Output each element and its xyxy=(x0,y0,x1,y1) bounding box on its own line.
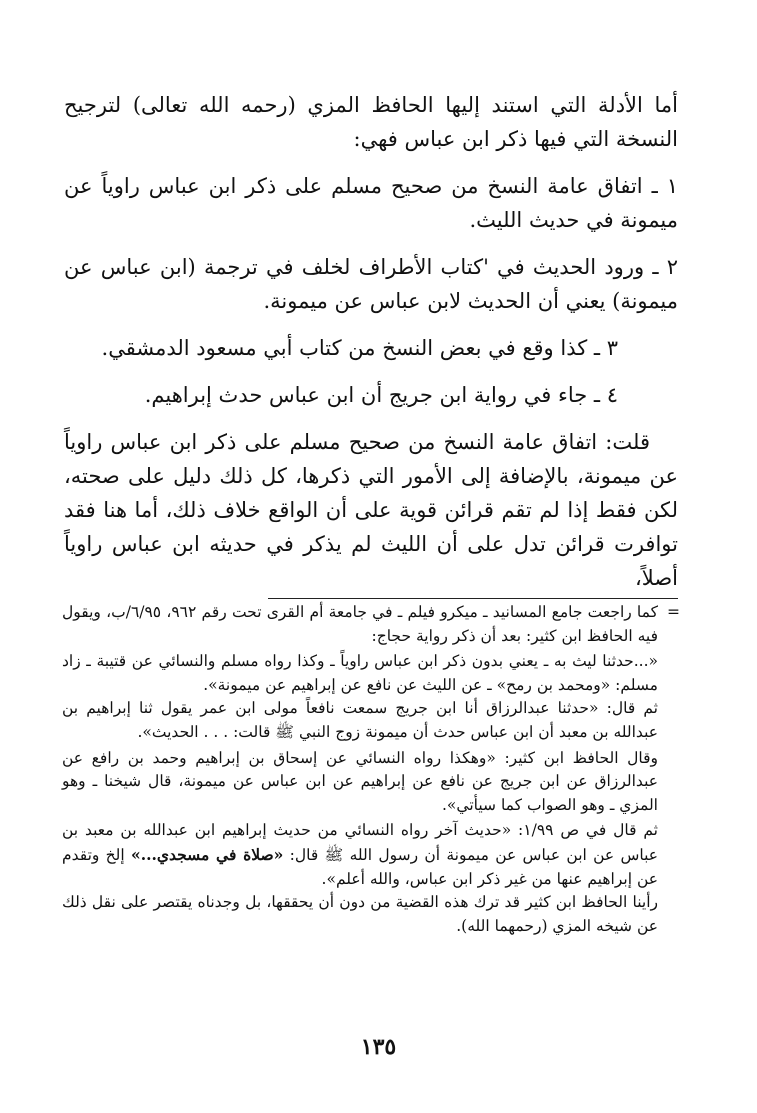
footnote-quote-bold: «صلاة في مسجدي...» xyxy=(131,844,284,864)
footnote-paragraph-5 xyxy=(62,819,680,891)
footnote-paragraph-3: ثم قال: «حدثنا عبدالرزاق أنا ابن جريج سمعت نافعاً مولى ابن عمر يقول ثنا إبراهيم بن عبدالله بن معبد أن ابن عباس حدث أن ميمونة زوج النبي ﷺ قالت: . . . الحديث». xyxy=(62,699,658,741)
footnotes xyxy=(62,601,680,938)
conclusion-paragraph: قلت: اتفاق عامة النسخ من صحيح مسلم على ذكر ابن عباس راوياً عن ميمونة، بالإضافة إلى الأمور التي ذكرها، كل ذلك دليل على صحته، لكن فقط إذا لم تقم قرائن قوية على أن الواقع خلاف ذلك، أما هنا فقد توافرت قرائن تدل على أن الليث لم يذكر في حديثه ابن عباس راوياً أصلاً، xyxy=(64,430,678,590)
evidence-point-3: ٣ ـ كذا وقع في بعض النسخ من كتاب أبي مسعود الدمشقي. xyxy=(101,336,618,360)
footnote-continuation-marker: = xyxy=(667,603,680,621)
footnote-paragraph-6: رأينا الحافظ ابن كثير قد ترك هذه القضية من دون أن يحققها، بل وجدناه يقتصر على نقل ذلك عن شيخه المزي (رحمهما الله). xyxy=(62,893,658,935)
footnote-text-5-start: ثم قال في ص ١/٩٩: «حديث آخر رواه النسائي من حديث إبراهيم ابن عبدالله بن معبد بن عباس عن ابن عباس عن ميمونة أن رسول الله ﷺ قال: xyxy=(62,821,659,864)
evidence-point-4: ٤ ـ جاء في رواية ابن جريج أن ابن عباس حدث إبراهيم. xyxy=(144,383,618,407)
footnote-paragraph-4: وقال الحافظ ابن كثير: «وهكذا رواه النسائي عن إسحاق بن إبراهيم وحمد بن رافع عن عبدالرزاق عن ابن جريج عن نافع عن إبراهيم عن ابن عباس عن ميمونة، قال شيخنا ـ وهو المزي ـ وهو الصواب كما سيأتي». xyxy=(62,748,658,814)
evidence-point-2: ٢ ـ ورود الحديث في 'كتاب الأطراف لخلف في ترجمة (ابن عباس عن ميمونة) يعني أن الحديث لابن عباس عن ميمونة. xyxy=(64,255,678,313)
intro-paragraph: أما الأدلة التي استند إليها الحافظ المزي (رحمه الله تعالى) لترجيح النسخة التي فيها ذكر ابن عباس فهي: xyxy=(64,93,678,151)
evidence-point-1: ١ ـ اتفاق عامة النسخ من صحيح مسلم على ذكر ابن عباس راوياً عن ميمونة في حديث الليث. xyxy=(64,174,678,232)
footnote-text-5-end: إلخ وتقدم عن إبراهيم عنها من غير ذكر ابن عباس، والله أعلم». xyxy=(62,845,658,888)
footnote-divider xyxy=(268,598,678,599)
footnote-paragraph-1 xyxy=(62,601,680,648)
page-number: ١٣٥ xyxy=(360,1034,397,1060)
footnote-text-1: كما راجعت جامع المسانيد ـ ميكرو فيلم ـ في جامعة أم القرى تحت رقم ٩٦٢، ٦/٩٥/ب، ويقول فيه الحافظ ابن كثير: بعد أن ذكر رواية حجاج: xyxy=(62,603,658,645)
main-text xyxy=(64,88,678,595)
footnote-paragraph-2: «...حدثنا ليث به ـ يعني بدون ذكر ابن عباس راوياً ـ وكذا رواه مسلم والنسائي عن قتيبة ـ زاد مسلم: «ومحمد بن رمح» ـ عن الليث عن نافع عن إبراهيم عن ميمونة». xyxy=(62,652,658,694)
